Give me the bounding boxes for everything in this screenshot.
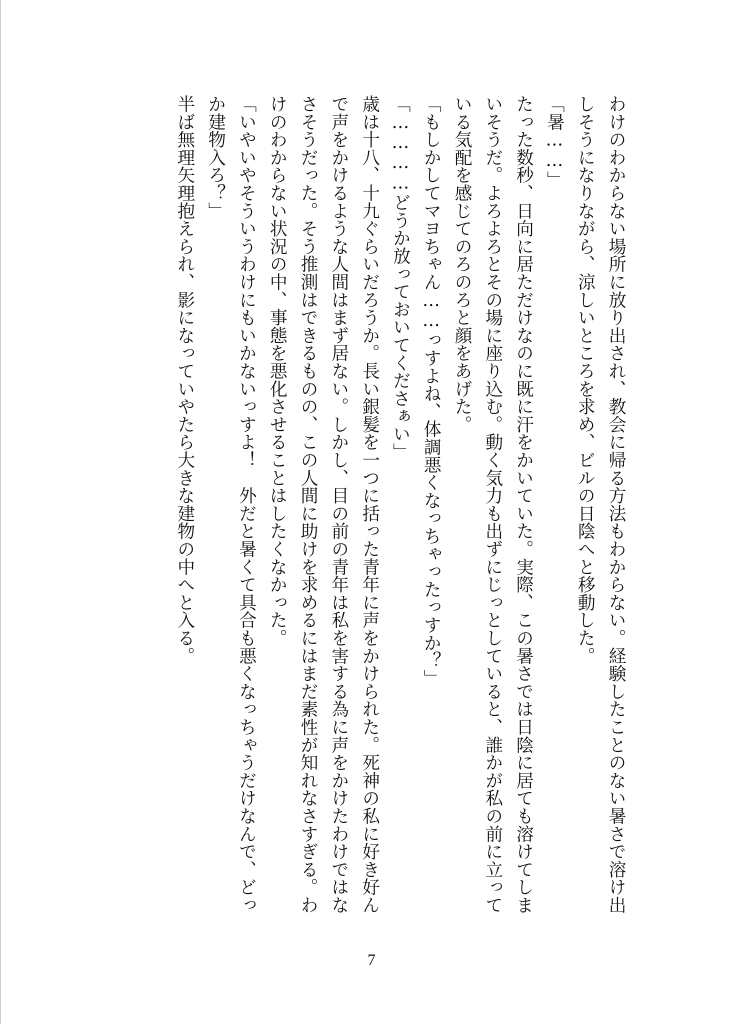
paragraph-5: 「…………どうか放っておいてくださぁい」 xyxy=(390,95,411,461)
body-text xyxy=(71,95,631,930)
paragraph-3: たった数秒、日向に居ただけなのに既に汗をかいていた。実際、この暑さでは日陰に居ても溶けてしまいそうだ。よろよろとその場に座り込む。動く気力も出ずにじっとしていると、誰かが私の前に立っている気配を感じてのろのろと顔をあげた。 xyxy=(452,95,534,914)
paragraph-7: 「いやいやそういうわけにもいかないっすよ！ 外だと暑くて具合も悪くなっちゃうだけなんで、どっか建物入ろ？」 xyxy=(205,95,257,914)
paragraph-4: 「もしかしてマヨちゃん……っすよね、体調悪くなっちゃったっすか？」 xyxy=(421,95,442,688)
paragraph-1: わけのわからない場所に放り出され、教会に帰る方法もわからない。経験したことのない暑さで溶け出しそうになりながら、涼しいところを求め、ビルの日陰へと移動した。 xyxy=(575,95,626,914)
page-number: 7 xyxy=(367,952,376,969)
text-block xyxy=(71,95,631,930)
paragraph-6: 歳は十八、十九ぐらいだろうか。長い銀髪を一つに括った青年に声をかけられた。死神の私に好き好んで声をかけるような人間はまず居ない。しかし、目の前の青年は私を害する為に声をかけたわけではなさそうだった。そう推測はできるものの、この人間に助けを求めるにはまだ素性が知れなさすぎる。わけのわからない状況の中、事態を悪化させることはしたくなかった。 xyxy=(267,95,380,914)
paragraph-2: 「暑……」 xyxy=(544,95,565,189)
paragraph-8: 半ば無理矢理抱えられ、影になっていやたら大きな建物の中へと入る。 xyxy=(174,95,195,665)
